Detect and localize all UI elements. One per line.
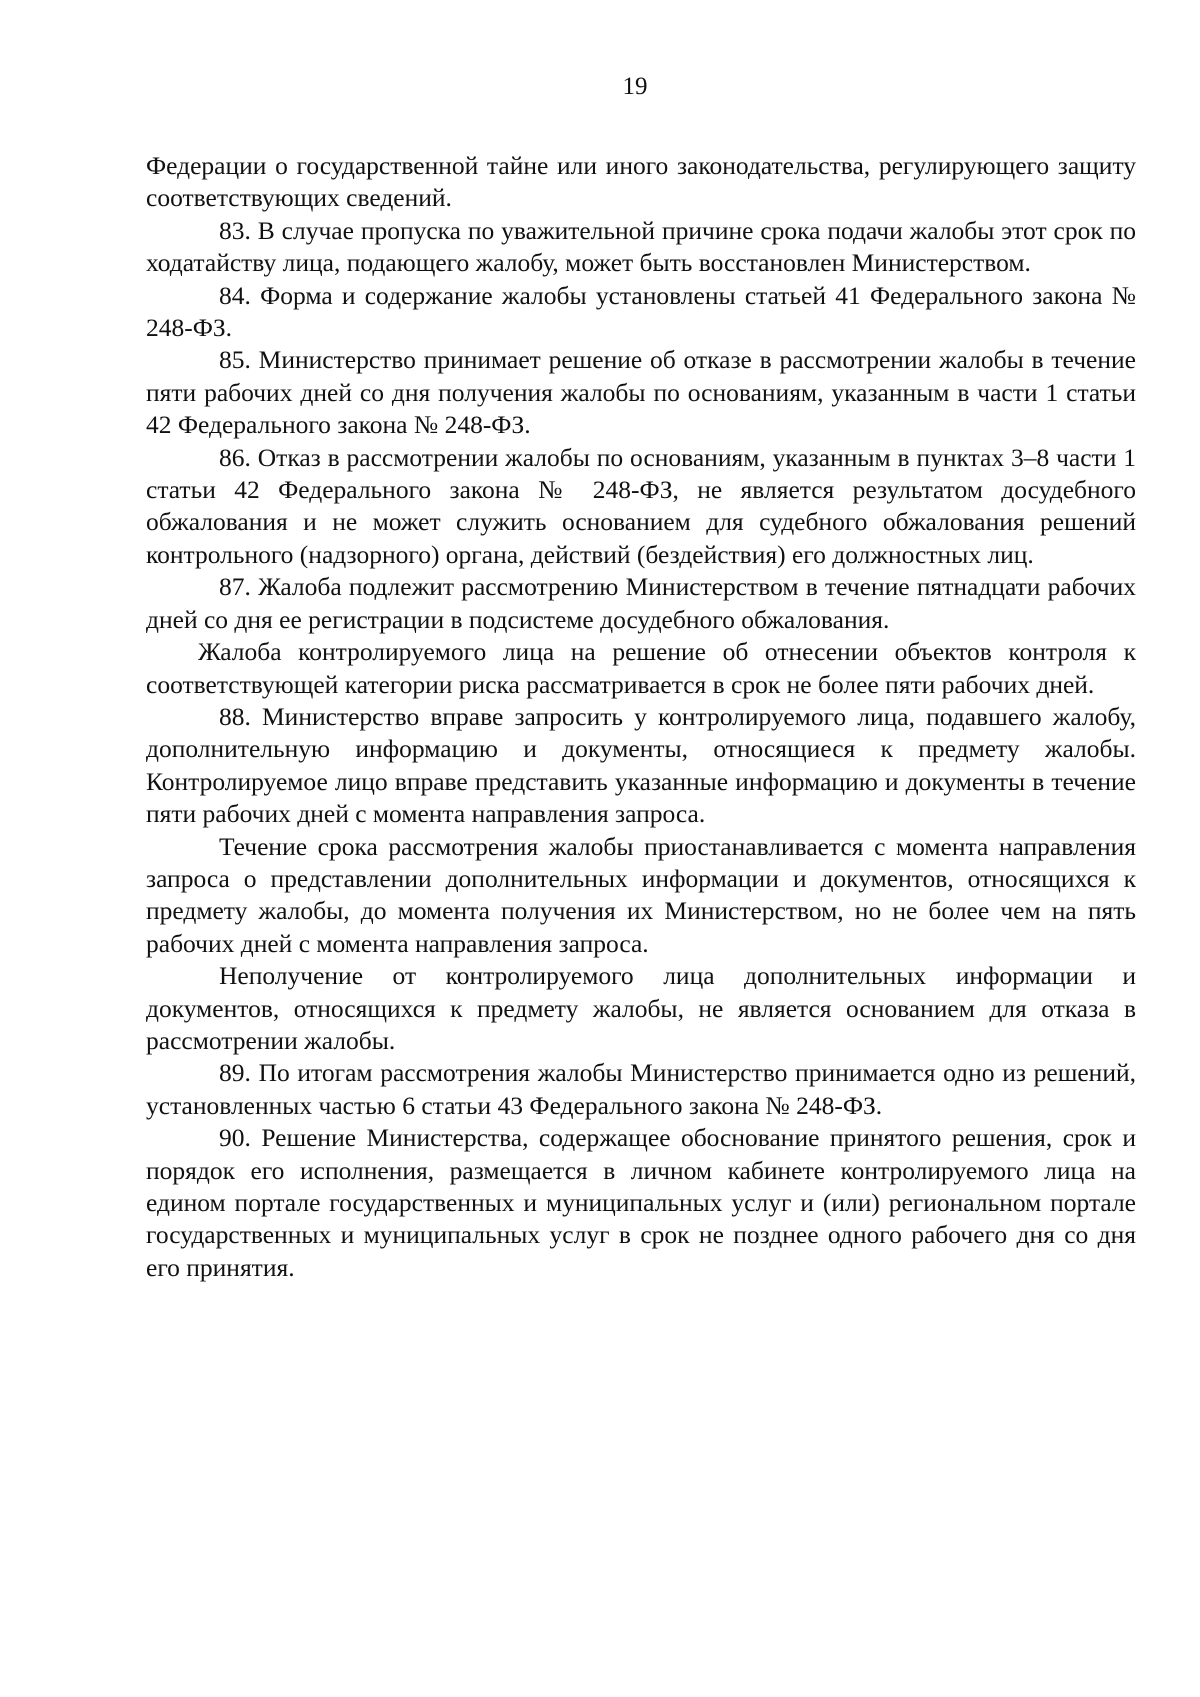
paragraph-85: 85. Министерство принимает решение об отказе в рассмотрении жалобы в течение пяти рабочих дней со дня получения жалобы по основаниям, указанным в части 1 статьи 42 Федерального закона № 248-ФЗ. (146, 345, 1136, 440)
paragraph-83: 83. В случае пропуска по уважительной причине срока подачи жалобы этот срок по ходатайству лица, подающего жалобу, может быть восстановлен Министерством. (146, 215, 1136, 278)
paragraph-continuation: Федерации о государственной тайне или иного законодательства, регулирующего защиту соответствующих сведений. (146, 151, 1136, 213)
paragraph-87-part-2: Жалоба контролируемого лица на решение об отнесении объектов контроля к соответствующей категории риска рассматривается в срок не более пяти рабочих дней. (146, 637, 1136, 699)
paragraph-90: 90. Решение Министерства, содержащее обоснование принятого решения, срок и порядок его исполнения, размещается в личном кабинете контролируемого лица на едином портале государственных и муниципальных услуг и (или) региональном портале государственных и муниципальных услуг в срок не позднее одного рабочего дня со дня его принятия. (146, 1123, 1136, 1282)
document-body (146, 150, 1136, 1284)
paragraph-88-part-2: Течение срока рассмотрения жалобы приостанавливается с момента направления запроса о представлении дополнительных информации и документов, относящихся к предмету жалобы, до момента получения их Министерством, но не более чем на пять рабочих дней с момента направления запроса. (146, 831, 1136, 958)
paragraph-88: 88. Министерство вправе запросить у контролируемого лица, подавшего жалобу, дополнительную информацию и документы, относящиеся к предмету жалобы. Контролируемое лицо вправе представить указанные информацию и документы в течение пяти рабочих дней с момента направления запроса. (146, 701, 1136, 829)
page-number: 19 (622, 73, 648, 100)
paragraph-89: 89. По итогам рассмотрения жалобы Министерство принимается одно из решений, установленных частью 6 статьи 43 Федерального закона № 248-ФЗ. (146, 1058, 1136, 1120)
paragraph-86: 86. Отказ в рассмотрении жалобы по основаниям, указанным в пунктах 3–8 части 1 статьи 42 Федерального закона № 248-ФЗ, не является результатом досудебного обжалования и не может служить основанием для судебного обжалования решений контрольного (надзорного) органа, действий (бездействия) его должностных лиц. (146, 442, 1136, 569)
paragraph-84: 84. Форма и содержание жалобы установлены статьей 41 Федерального закона № 248-ФЗ. (146, 280, 1136, 343)
paragraph-87: 87. Жалоба подлежит рассмотрению Министерством в течение пятнадцати рабочих дней со дня ее регистрации в подсистеме досудебного обжалования. (146, 572, 1136, 634)
paragraph-88-part-3: Неполучение от контролируемого лица дополнительных информации и документов, относящихся к предмету жалобы, не является основанием для отказа в рассмотрении жалобы. (146, 961, 1136, 1055)
